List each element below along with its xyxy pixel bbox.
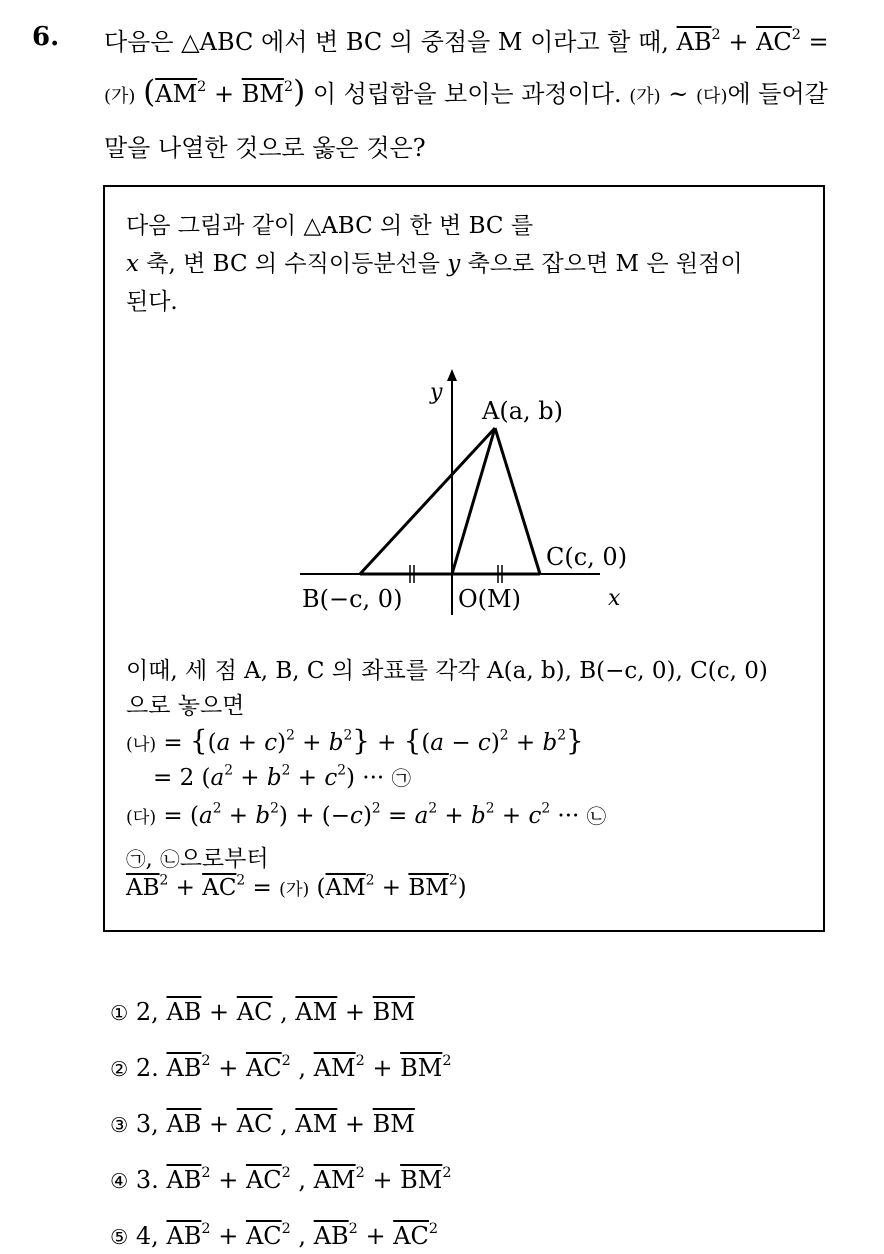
question-stem-line-1: 다음은 △ABC 에서 변 BC 의 중점을 M 이라고 할 때, $\overline{AB}^2 + \overline{AC}^2$ = — [104, 27, 829, 56]
y-axis-arrow-icon — [447, 369, 457, 381]
box-intro-line-2: x 축, 변 BC 의 수직이등분선을 y 축으로 잡으면 M 은 원점이 — [126, 251, 743, 277]
question-number: 6. — [32, 22, 60, 52]
equation-3: (다) = $(a^2 + b^2) + (-c)^2 = a^2 + b^2 + c^2$ ··· ㉡ — [126, 800, 607, 829]
choice-4[interactable]: ④ 3. $\overline{AB}^2 + \overline{AC}^2$ , $\overline{AM}^2 + \overline{BM}^2$ — [110, 1165, 452, 1194]
stem-text-1a: 다음은 △ABC 에서 변 BC 의 중점을 M 이라고 할 때, — [104, 28, 677, 56]
box-intro-line-3: 된다. — [126, 289, 178, 315]
question-stem-line-2: (가) $(\overline{AM}^2 + \overline{BM}^2)$ 이 성립함을 보이는 과정이다. (가) ~ (다)에 들어갈 — [104, 74, 828, 110]
proof-box — [103, 185, 825, 932]
box-after-line-2: 으로 놓으면 — [126, 693, 245, 719]
label-A: A(a, b) — [482, 397, 563, 425]
box-intro-line-1: 다음 그림과 같이 △ABC 의 한 변 BC 를 — [126, 213, 534, 239]
equation-2: = 2 $(a^2 + b^2 + c^2)$ ··· ㉠ — [153, 762, 412, 791]
choice-5[interactable]: ⑤ 4, $\overline{AB}^2 + \overline{AC}^2$ , $\overline{AB}^2 + \overline{AC}^2$ — [110, 1221, 439, 1250]
conclusion-line-1: ㉠, ㉡으로부터 — [126, 846, 269, 872]
choice-2[interactable]: ② 2. $\overline{AB}^2 + \overline{AC}^2$ , $\overline{AM}^2 + \overline{BM}^2$ — [110, 1053, 452, 1082]
box-after-line-1: 이때, 세 점 A, B, C 의 좌표를 각각 A(a, b), B(−c, 0), C(c, 0) — [126, 658, 768, 684]
label-y: y — [430, 380, 443, 405]
conclusion-line-2: $\overline{AB}^2 + \overline{AC}^2$ = (가) $(\overline{AM}^2 + \overline{BM}^2)$ — [126, 872, 467, 901]
label-C: C(c, 0) — [546, 543, 628, 571]
side-AC — [495, 428, 540, 574]
choice-1[interactable]: ① 2, $\overline{AB} + \overline{AC}$ , $\overline{AM} + \overline{BM}$ — [110, 998, 415, 1026]
label-B: B(−c, 0) — [302, 585, 403, 613]
label-O: O(M) — [458, 585, 521, 613]
question-stem-line-3: 말을 나열한 것으로 옳은 것은? — [104, 134, 426, 162]
label-x: x — [608, 586, 621, 611]
choice-3[interactable]: ③ 3, $\overline{AB} + \overline{AC}$ , $\overline{AM} + \overline{BM}$ — [110, 1110, 415, 1138]
equation-1: (나) = $\{(a + c)^2 + b^2\} + \{(a - c)^2 + b^2\}$ — [126, 724, 584, 757]
coordinate-figure — [290, 365, 630, 625]
